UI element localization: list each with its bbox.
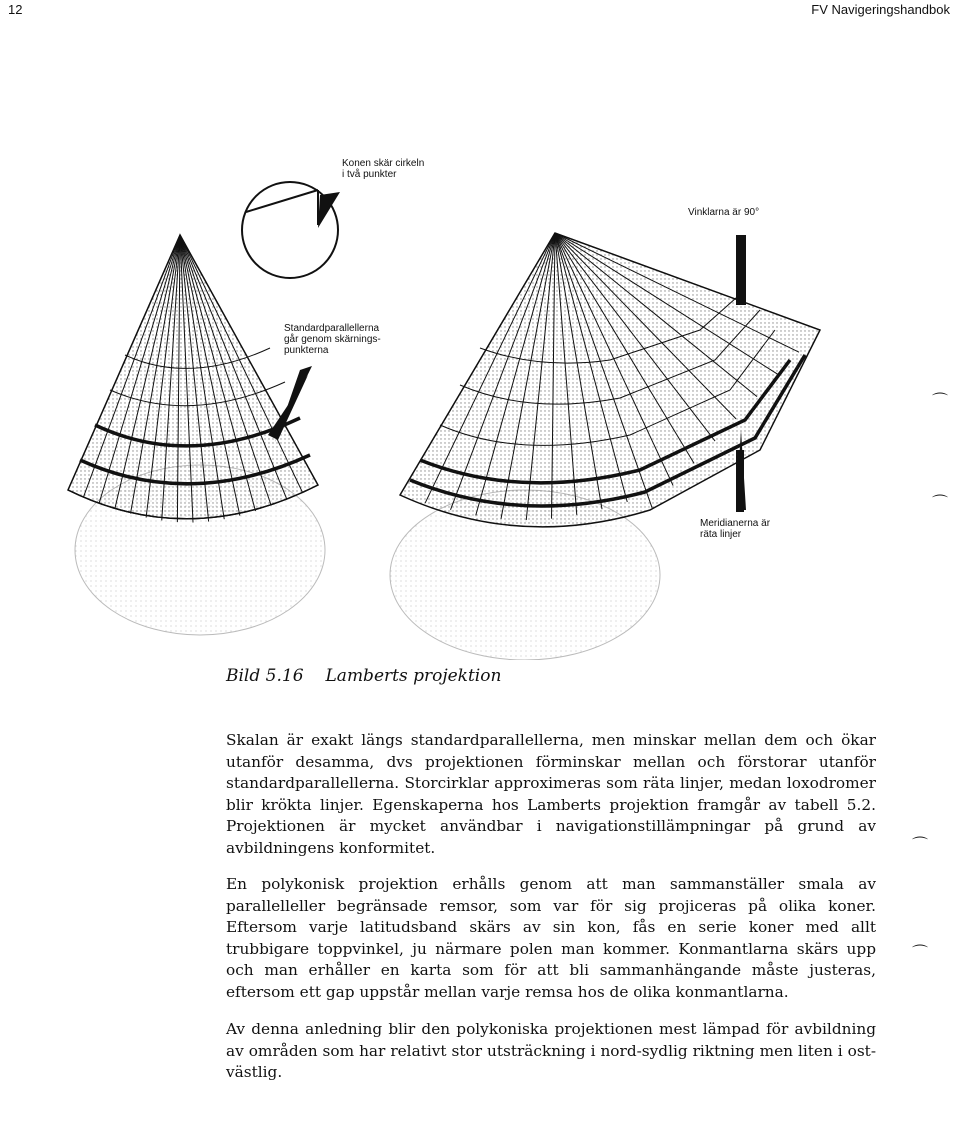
label-cone-circle-1: Konen skär cirkeln	[342, 158, 425, 169]
label-meridians-1: Meridianerna är	[700, 518, 771, 529]
margin-caret-4: ⌒	[912, 943, 929, 962]
label-std-parallels-1: Standardparallellerna	[284, 323, 380, 334]
caption-title: Lamberts projektion	[325, 666, 502, 686]
lambert-projection-figure	[0, 30, 960, 660]
figure-caption	[226, 666, 523, 686]
angles-pointer-bar	[736, 235, 746, 305]
label-std-parallels-2: går genom skärnings-	[284, 334, 381, 345]
label-cone-circle-2: i två punkter	[342, 169, 397, 180]
label-angles: Vinklarna är 90°	[688, 207, 760, 218]
running-title: FV Navigeringshandbok	[811, 2, 950, 17]
meridians-pointer-bar	[736, 450, 744, 512]
body-paragraph-3: Av denna anledning blir den polykoniska projektionen mest lämpad för avbildning av områden som har relativt stor utsträckning i nord-sydlig riktning men liten i ost-västlig.	[226, 1020, 876, 1081]
page-number: 12	[8, 2, 23, 17]
margin-caret-3: ⌒	[912, 835, 929, 854]
label-std-parallels-3: punkterna	[284, 345, 329, 356]
margin-caret-2: ⌒	[932, 493, 949, 512]
right-cone-fan	[400, 233, 820, 527]
label-meridians-2: räta linjer	[700, 529, 742, 540]
left-cone	[68, 235, 318, 523]
cone-circle-diagram	[242, 182, 340, 278]
body-paragraph-1: Skalan är exakt längs standardparallellerna, men minskar mellan dem och ökar utanför desamma, dvs projektionen förminskar mellan och förstorar utanför standardparallellerna. Storcirklar approximeras som räta linjer, medan loxodromer blir krökta linjer. Egenskaperna hos Lamberts projektion framgår av tabell 5.2. Projektionen är mycket användbar i navigationstillämpningar på grund av avbildningens konformitet.	[226, 731, 876, 857]
margin-caret-1: ⌒	[932, 391, 949, 410]
body-paragraph-2: En polykonisk projektion erhålls genom att man sammanställer smala av parallelleller begränsade remsor, som var för sig projiceras på olika koner. Eftersom varje latitudsband skärs av sin kon, fås en serie koner med allt trubbigare toppvinkel, ju närmare polen man kommer. Konmantlarna skärs upp och man erhåller en karta som för att bli sammanhängande måste justeras, eftersom ett gap uppstår mellan varje remsa hos de olika konmantlarna.	[226, 875, 876, 1001]
caption-number: Bild 5.16	[226, 666, 304, 686]
figure-illustration	[0, 30, 960, 660]
